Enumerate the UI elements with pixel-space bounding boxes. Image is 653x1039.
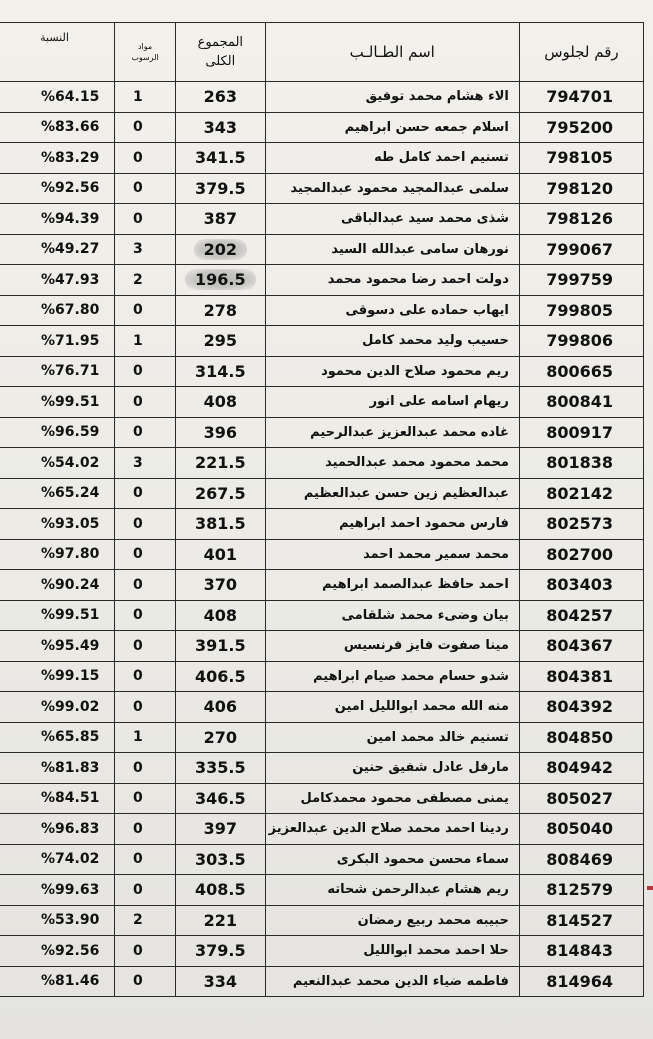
student-name-cell: مارفل عادل شفيق حنين: [265, 753, 519, 784]
total-value: 335.5: [195, 758, 246, 778]
table-row: [0, 631, 644, 662]
student-name-cell: حبيبه محمد ربيع رمضان: [265, 905, 519, 936]
seat-number-cell: 795200: [519, 112, 643, 143]
student-name-cell: دولت احمد رضا محمود محمد: [265, 265, 519, 296]
total-cell: [176, 966, 266, 997]
percent-value: 99.51: [55, 607, 100, 624]
seat-number-cell: 814843: [519, 936, 643, 967]
table-row: [0, 600, 644, 631]
table-row: [0, 753, 644, 784]
percent-sign: %: [41, 820, 56, 837]
seat-number-cell: 812579: [519, 875, 643, 906]
table-row: [0, 387, 644, 418]
percent-cell: [0, 112, 115, 143]
percent-value: 81.46: [55, 973, 100, 990]
table-row: [0, 356, 644, 387]
failed-subjects-cell: 3: [115, 234, 176, 265]
seat-number-cell: 804381: [519, 661, 643, 692]
percent-sign: %: [41, 942, 56, 959]
percent-sign: %: [41, 180, 56, 197]
percent-cell: [0, 631, 115, 662]
student-name-cell: يمنى مصطفى محمود محمدكامل: [265, 783, 519, 814]
failed-subjects-cell: 0: [115, 417, 176, 448]
total-cell: [176, 204, 266, 235]
percent-sign: %: [41, 790, 56, 807]
failed-subjects-cell: 0: [115, 387, 176, 418]
seat-number-cell: 804392: [519, 692, 643, 723]
percent-cell: [0, 448, 115, 479]
percent-value: 96.83: [55, 820, 100, 837]
percent-cell: [0, 570, 115, 601]
percent-value: 74.02: [55, 851, 100, 868]
percent-cell: [0, 387, 115, 418]
table-row: [0, 722, 644, 753]
failed-subjects-cell: 0: [115, 631, 176, 662]
total-cell: [176, 722, 266, 753]
total-value: 406: [203, 697, 238, 717]
percent-cell: [0, 326, 115, 357]
table-row: [0, 112, 644, 143]
seat-number-cell: 804257: [519, 600, 643, 631]
total-cell: [176, 570, 266, 601]
total-value: 387: [203, 209, 238, 229]
header-percent: النسبة: [0, 23, 115, 82]
percent-cell: [0, 204, 115, 235]
total-cell: [176, 661, 266, 692]
student-name-cell: تسنيم خالد محمد امين: [265, 722, 519, 753]
seat-number-cell: 802573: [519, 509, 643, 540]
failed-subjects-cell: 0: [115, 570, 176, 601]
seat-number-cell: 800665: [519, 356, 643, 387]
total-value: 370: [203, 575, 238, 595]
seat-number-cell: 814527: [519, 905, 643, 936]
total-value: 196.5: [185, 269, 256, 290]
failed-subjects-cell: 0: [115, 692, 176, 723]
table-row: [0, 326, 644, 357]
seat-number-cell: 804942: [519, 753, 643, 784]
seat-number-cell: 802700: [519, 539, 643, 570]
failed-subjects-cell: 0: [115, 509, 176, 540]
seat-number-cell: 800841: [519, 387, 643, 418]
total-value: 314.5: [195, 361, 246, 381]
student-name-cell: سلمى عبدالمجيد محمود عبدالمجيد: [265, 173, 519, 204]
student-name-cell: ريم هشام عبدالرحمن شحاته: [265, 875, 519, 906]
student-name-cell: حلا احمد محمد ابوالليل: [265, 936, 519, 967]
total-cell: [176, 692, 266, 723]
percent-cell: [0, 875, 115, 906]
total-cell: [176, 753, 266, 784]
percent-sign: %: [41, 210, 56, 227]
percent-value: 49.27: [55, 241, 100, 258]
percent-cell: [0, 539, 115, 570]
table-row: [0, 234, 644, 265]
failed-subjects-cell: 2: [115, 265, 176, 296]
percent-cell: [0, 753, 115, 784]
student-name-cell: سماء محسن محمود البكرى: [265, 844, 519, 875]
table-row: [0, 295, 644, 326]
table-row: [0, 936, 644, 967]
total-value: 303.5: [195, 849, 246, 869]
total-value: 278: [203, 300, 238, 320]
total-cell: [176, 112, 266, 143]
percent-value: 92.56: [55, 942, 100, 959]
total-value: 381.5: [195, 514, 246, 534]
total-value: 396: [203, 422, 238, 442]
total-value: 346.5: [195, 788, 246, 808]
student-name-cell: محمد سمير محمد احمد: [265, 539, 519, 570]
header-failed-subjects: [115, 23, 176, 82]
student-name-cell: نورهان سامى عبدالله السيد: [265, 234, 519, 265]
percent-sign: %: [41, 363, 56, 380]
percent-cell: [0, 692, 115, 723]
failed-subjects-cell: 0: [115, 143, 176, 174]
percent-sign: %: [41, 729, 56, 746]
total-cell: [176, 905, 266, 936]
total-cell: [176, 783, 266, 814]
student-name-cell: محمد محمود محمد عبدالحميد: [265, 448, 519, 479]
seat-number-cell: 799806: [519, 326, 643, 357]
percent-sign: %: [41, 912, 56, 929]
seat-number-cell: 805040: [519, 814, 643, 845]
student-name-cell: ردينا احمد محمد صلاح الدين عبدالعزيز: [265, 814, 519, 845]
header-failed-line1: مواد: [137, 42, 153, 51]
failed-subjects-cell: 0: [115, 875, 176, 906]
percent-cell: [0, 905, 115, 936]
seat-number-cell: 798105: [519, 143, 643, 174]
total-cell: [176, 509, 266, 540]
percent-cell: [0, 509, 115, 540]
percent-cell: [0, 936, 115, 967]
failed-subjects-cell: 0: [115, 356, 176, 387]
failed-subjects-cell: 0: [115, 814, 176, 845]
student-name-cell: عبدالعظيم زين حسن عبدالعظيم: [265, 478, 519, 509]
total-value: 221.5: [195, 453, 246, 473]
percent-sign: %: [41, 881, 56, 898]
total-cell: [176, 326, 266, 357]
table-row: [0, 539, 644, 570]
failed-subjects-cell: 0: [115, 112, 176, 143]
percent-value: 67.80: [55, 302, 100, 319]
percent-cell: [0, 478, 115, 509]
header-seat-number: رقم لجلوس: [519, 23, 643, 82]
percent-value: 81.83: [55, 759, 100, 776]
student-name-cell: فاطمه ضياء الدين محمد عبدالنعيم: [265, 966, 519, 997]
failed-subjects-cell: 0: [115, 936, 176, 967]
failed-subjects-cell: 1: [115, 722, 176, 753]
table-row: [0, 692, 644, 723]
student-name-cell: تسنيم احمد كامل طه: [265, 143, 519, 174]
failed-subjects-cell: 0: [115, 844, 176, 875]
student-name-cell: الاء هشام محمد توفيق: [265, 82, 519, 113]
percent-value: 76.71: [55, 363, 100, 380]
seat-number-cell: 799805: [519, 295, 643, 326]
table-row: [0, 143, 644, 174]
table-row: [0, 783, 644, 814]
total-value: 270: [203, 727, 238, 747]
total-value: 408: [203, 392, 238, 412]
total-value: 408: [203, 605, 238, 625]
percent-sign: %: [41, 88, 56, 105]
failed-subjects-cell: 1: [115, 326, 176, 357]
failed-subjects-cell: 0: [115, 661, 176, 692]
percent-cell: [0, 417, 115, 448]
total-value: 379.5: [195, 178, 246, 198]
total-cell: [176, 234, 266, 265]
percent-value: 99.63: [55, 881, 100, 898]
table-row: [0, 417, 644, 448]
seat-number-cell: 802142: [519, 478, 643, 509]
percent-cell: [0, 295, 115, 326]
total-cell: [176, 844, 266, 875]
percent-value: 83.66: [55, 119, 100, 136]
percent-sign: %: [41, 393, 56, 410]
seat-number-cell: 814964: [519, 966, 643, 997]
failed-subjects-cell: 0: [115, 204, 176, 235]
student-name-cell: منه الله محمد ابوالليل امين: [265, 692, 519, 723]
table-row: [0, 509, 644, 540]
percent-cell: [0, 82, 115, 113]
header-total-line2: الكلى: [205, 54, 236, 69]
table-row: [0, 173, 644, 204]
percent-cell: [0, 600, 115, 631]
percent-value: 96.59: [55, 424, 100, 441]
total-value: 401: [203, 544, 238, 564]
student-name-cell: فارس محمود احمد ابراهيم: [265, 509, 519, 540]
student-name-cell: ريهام اسامه على انور: [265, 387, 519, 418]
total-cell: [176, 448, 266, 479]
percent-cell: [0, 661, 115, 692]
total-value: 397: [203, 819, 238, 839]
percent-sign: %: [41, 485, 56, 502]
seat-number-cell: 799759: [519, 265, 643, 296]
total-cell: [176, 631, 266, 662]
seat-number-cell: 804367: [519, 631, 643, 662]
seat-number-cell: 799067: [519, 234, 643, 265]
percent-cell: [0, 783, 115, 814]
failed-subjects-cell: 0: [115, 783, 176, 814]
percent-value: 83.29: [55, 149, 100, 166]
total-cell: [176, 387, 266, 418]
percent-sign: %: [41, 515, 56, 532]
seat-number-cell: 798126: [519, 204, 643, 235]
header-row: [0, 23, 644, 82]
total-value: 334: [203, 971, 238, 991]
header-total-line1: المجموع: [197, 35, 244, 50]
percent-sign: %: [41, 332, 56, 349]
student-name-cell: مينا صفوت فايز فرنسيس: [265, 631, 519, 662]
header-failed-line2: الرسوب: [131, 53, 159, 62]
header-total: [176, 23, 266, 82]
results-table: [0, 22, 644, 997]
percent-sign: %: [41, 454, 56, 471]
percent-cell: [0, 143, 115, 174]
percent-value: 71.95: [55, 332, 100, 349]
percent-cell: [0, 173, 115, 204]
percent-cell: [0, 722, 115, 753]
failed-subjects-cell: 0: [115, 966, 176, 997]
table-row: [0, 966, 644, 997]
percent-sign: %: [41, 576, 56, 593]
student-name-cell: حسيب وليد محمد كامل: [265, 326, 519, 357]
percent-sign: %: [41, 546, 56, 563]
percent-sign: %: [41, 973, 56, 990]
percent-value: 53.90: [55, 912, 100, 929]
table-row: [0, 905, 644, 936]
seat-number-cell: 798120: [519, 173, 643, 204]
student-name-cell: اسلام جمعه حسن ابراهيم: [265, 112, 519, 143]
total-cell: [176, 936, 266, 967]
total-value: 267.5: [195, 483, 246, 503]
percent-sign: %: [41, 607, 56, 624]
percent-value: 64.15: [55, 88, 100, 105]
student-name-cell: ايهاب حماده على دسوقى: [265, 295, 519, 326]
percent-value: 99.02: [55, 698, 100, 715]
total-value: 295: [203, 331, 238, 351]
percent-sign: %: [41, 271, 56, 288]
total-cell: [176, 295, 266, 326]
percent-value: 47.93: [55, 271, 100, 288]
seat-number-cell: 794701: [519, 82, 643, 113]
total-cell: [176, 265, 266, 296]
percent-value: 84.51: [55, 790, 100, 807]
total-value: 202: [194, 239, 247, 260]
total-cell: [176, 356, 266, 387]
seat-number-cell: 801838: [519, 448, 643, 479]
percent-sign: %: [41, 668, 56, 685]
total-cell: [176, 143, 266, 174]
total-cell: [176, 417, 266, 448]
student-name-cell: ريم محمود صلاح الدين محمود: [265, 356, 519, 387]
table-row: [0, 265, 644, 296]
failed-subjects-cell: 0: [115, 600, 176, 631]
seat-number-cell: 808469: [519, 844, 643, 875]
red-edge-mark: [647, 886, 653, 890]
percent-value: 97.80: [55, 546, 100, 563]
failed-subjects-cell: 1: [115, 82, 176, 113]
total-cell: [176, 478, 266, 509]
percent-value: 95.49: [55, 637, 100, 654]
total-cell: [176, 82, 266, 113]
percent-sign: %: [41, 424, 56, 441]
percent-cell: [0, 844, 115, 875]
percent-cell: [0, 814, 115, 845]
percent-value: 99.51: [55, 393, 100, 410]
percent-value: 93.05: [55, 515, 100, 532]
table-row: [0, 875, 644, 906]
failed-subjects-cell: 0: [115, 753, 176, 784]
percent-sign: %: [41, 119, 56, 136]
percent-cell: [0, 966, 115, 997]
percent-sign: %: [41, 759, 56, 776]
table-row: [0, 661, 644, 692]
percent-sign: %: [41, 851, 56, 868]
failed-subjects-cell: 3: [115, 448, 176, 479]
failed-subjects-cell: 0: [115, 295, 176, 326]
failed-subjects-cell: 0: [115, 478, 176, 509]
total-cell: [176, 600, 266, 631]
table-row: [0, 844, 644, 875]
total-cell: [176, 814, 266, 845]
student-name-cell: احمد حافظ عبدالصمد ابراهيم: [265, 570, 519, 601]
table-row: [0, 570, 644, 601]
total-cell: [176, 173, 266, 204]
total-value: 406.5: [195, 666, 246, 686]
percent-value: 54.02: [55, 454, 100, 471]
student-name-cell: شذى محمد سيد عبدالباقى: [265, 204, 519, 235]
total-cell: [176, 875, 266, 906]
student-name-cell: بيان وضىء محمد شلقامى: [265, 600, 519, 631]
percent-sign: %: [41, 637, 56, 654]
student-name-cell: شدو حسام محمد صيام ابراهيم: [265, 661, 519, 692]
failed-subjects-cell: 0: [115, 173, 176, 204]
percent-cell: [0, 356, 115, 387]
table-row: [0, 204, 644, 235]
seat-number-cell: 803403: [519, 570, 643, 601]
percent-cell: [0, 265, 115, 296]
percent-sign: %: [41, 241, 56, 258]
total-value: 379.5: [195, 941, 246, 961]
seat-number-cell: 800917: [519, 417, 643, 448]
seat-number-cell: 804850: [519, 722, 643, 753]
total-value: 341.5: [195, 148, 246, 168]
percent-cell: [0, 234, 115, 265]
table-row: [0, 478, 644, 509]
table-row: [0, 82, 644, 113]
total-value: 343: [203, 117, 238, 137]
percent-value: 90.24: [55, 576, 100, 593]
total-value: 221: [203, 910, 238, 930]
percent-value: 99.15: [55, 668, 100, 685]
total-value: 263: [203, 87, 238, 107]
percent-value: 65.24: [55, 485, 100, 502]
percent-sign: %: [41, 302, 56, 319]
failed-subjects-cell: 0: [115, 539, 176, 570]
percent-value: 65.85: [55, 729, 100, 746]
percent-sign: %: [41, 698, 56, 715]
student-name-cell: غاده محمد عبدالعزيز عبدالرحيم: [265, 417, 519, 448]
percent-value: 94.39: [55, 210, 100, 227]
seat-number-cell: 805027: [519, 783, 643, 814]
table-row: [0, 448, 644, 479]
failed-subjects-cell: 2: [115, 905, 176, 936]
header-student-name: اسم الطـالـب: [265, 23, 519, 82]
total-cell: [176, 539, 266, 570]
total-value: 391.5: [195, 636, 246, 656]
percent-sign: %: [41, 149, 56, 166]
percent-value: 92.56: [55, 180, 100, 197]
total-value: 408.5: [195, 880, 246, 900]
table-row: [0, 814, 644, 845]
